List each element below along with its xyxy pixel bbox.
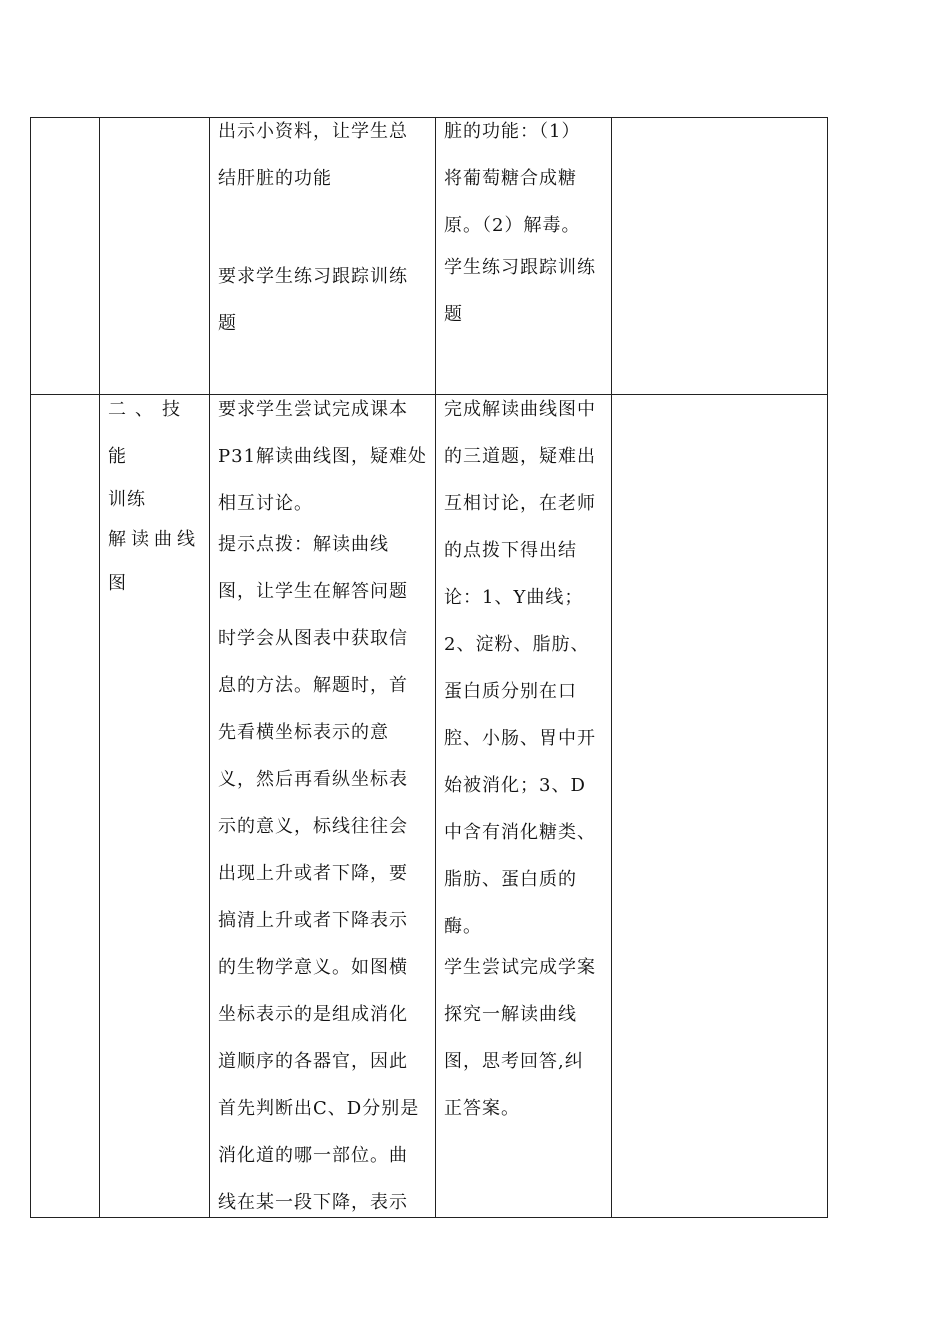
table-divider-2 xyxy=(209,117,210,1218)
row1-teacher-paragraph-2: 要求学生练习跟踪训练 题 xyxy=(218,266,408,334)
row2-student-paragraph-1: 完成解读曲线图中 的三道题，疑难出 互相讨论，在老师 的点拨下得出结 论：1、Y曲线； 2、淀粉、脂肪、 蛋白质分别在口 腔、小肠、胃中开 始被消化；3、D 中含有消化糖类、 脂肪、蛋白质的 酶。 xyxy=(444,399,596,937)
row2-stage-line-3: 解读曲线 xyxy=(108,529,200,550)
row1-student-paragraph-2: 学生练习跟踪训练 题 xyxy=(444,257,596,325)
row2-teacher-paragraph-2: 提示点拨：解读曲线 图，让学生在解答问题 时学会从图表中获取信 息的方法。解题时，首 先看横坐标表示的意 义，然后再看纵坐标表 示的意义，标线往往会 出现上升或者下降，要 搞清上升或者下降表示 的生物学意义。如图横 坐标表示的是组成消化 道顺序的各器官，因此 首先判断出C、D分别是 消化道的哪一部位。曲 线在某一段下降，表示 xyxy=(218,534,420,1213)
row1-student-activity xyxy=(444,108,607,338)
row2-teacher-activity xyxy=(218,386,432,1226)
row2-stage-title xyxy=(108,386,206,607)
table-divider-4 xyxy=(611,117,612,1218)
row2-stage-line-1: 二、技能 xyxy=(108,399,189,467)
row1-teacher-activity xyxy=(218,108,430,347)
row2-stage-line-2: 训练 xyxy=(108,489,146,510)
row1-teacher-paragraph-1: 出示小资料，让学生总 结肝脏的功能 xyxy=(218,121,408,189)
row1-student-paragraph-1: 脏的功能：（1） 将葡萄糖合成糖 原。（2）解毒。 xyxy=(444,121,581,236)
row2-stage-line-4: 图 xyxy=(108,573,127,594)
table-border-left xyxy=(30,117,31,1218)
table-divider-1 xyxy=(99,117,100,1218)
table-divider-3 xyxy=(435,117,436,1218)
table-border-right xyxy=(827,117,828,1218)
row2-student-activity xyxy=(444,386,609,1132)
row2-student-paragraph-2: 学生尝试完成学案 探究一解读曲线 图，思考回答,纠 正答案。 xyxy=(444,957,596,1119)
row2-teacher-paragraph-1: 要求学生尝试完成课本 P31解读曲线图，疑难处 相互讨论。 xyxy=(218,399,428,514)
